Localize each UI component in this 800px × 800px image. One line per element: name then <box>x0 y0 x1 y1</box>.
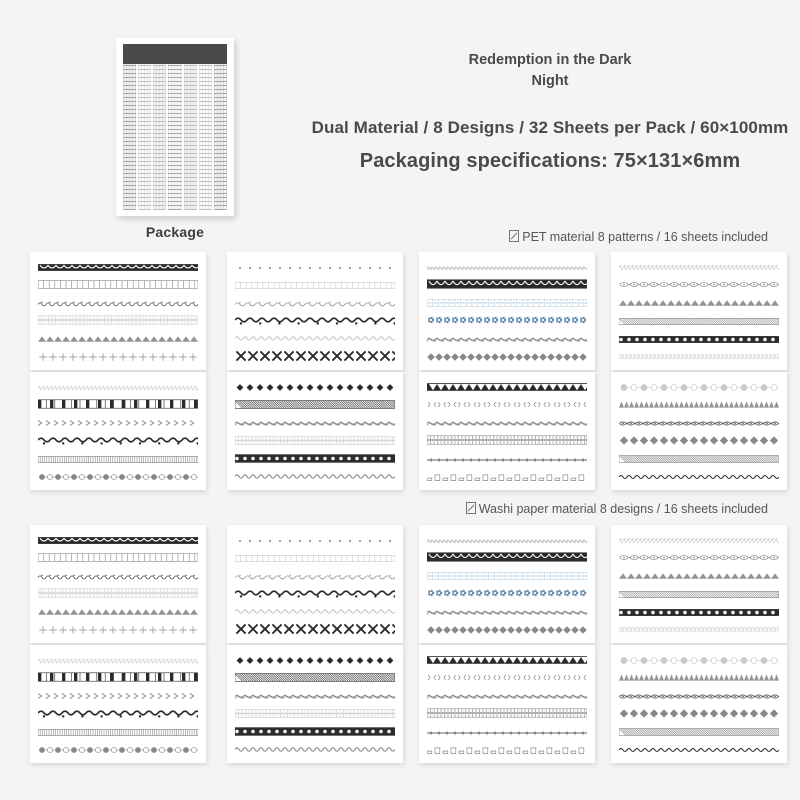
pattern-strip <box>427 295 587 313</box>
pattern-strip <box>427 415 587 433</box>
pattern-strip <box>38 760 198 763</box>
pattern-strip <box>38 640 198 643</box>
design-card[interactable] <box>227 252 403 370</box>
design-card[interactable] <box>227 525 403 643</box>
pattern-strip <box>427 367 587 370</box>
pattern-strip <box>235 742 395 760</box>
pattern-strip <box>619 415 779 433</box>
design-card[interactable] <box>419 372 595 490</box>
pattern-strip <box>235 760 395 763</box>
pattern-strip <box>619 670 779 688</box>
pattern-strip <box>235 367 395 370</box>
pattern-strip <box>235 568 395 586</box>
pattern-strip <box>235 295 395 313</box>
package-tape-strip <box>214 64 227 210</box>
pattern-strip <box>427 349 587 367</box>
pattern-strip <box>427 259 587 277</box>
pattern-strip <box>427 742 587 760</box>
pattern-strip <box>38 349 198 367</box>
pattern-strip <box>235 259 395 277</box>
spec-line-material: Dual Material / 8 Designs / 32 Sheets per Pack / 60×100mm <box>311 118 789 137</box>
pattern-strip <box>427 706 587 724</box>
pattern-strip <box>38 724 198 742</box>
design-card[interactable] <box>611 525 787 643</box>
package-tape-strip <box>138 64 151 210</box>
pattern-strip <box>427 469 587 487</box>
pattern-strip <box>235 277 395 295</box>
pattern-strip <box>38 670 198 688</box>
pattern-strip <box>619 259 779 277</box>
pattern-strip <box>619 586 779 604</box>
package-tape-strip <box>184 64 197 210</box>
pattern-strip <box>235 640 395 643</box>
pattern-strip <box>235 379 395 397</box>
pattern-strip <box>38 688 198 706</box>
pattern-strip <box>38 277 198 295</box>
pattern-strip <box>38 652 198 670</box>
pattern-strip <box>427 331 587 349</box>
design-card[interactable] <box>30 525 206 643</box>
missing-glyph-icon <box>466 502 476 514</box>
pattern-strip <box>427 760 587 763</box>
pattern-strip <box>38 397 198 415</box>
pattern-strip <box>619 568 779 586</box>
package-mockup <box>105 38 245 240</box>
pattern-strip <box>427 622 587 640</box>
pattern-strip <box>38 331 198 349</box>
pattern-strip <box>38 379 198 397</box>
design-grid-row <box>0 645 800 770</box>
package-top-band <box>123 44 227 64</box>
pattern-strip <box>38 568 198 586</box>
pattern-strip <box>427 313 587 331</box>
pattern-strip <box>235 487 395 490</box>
pattern-strip <box>38 550 198 568</box>
pattern-strip <box>38 367 198 370</box>
pattern-strip <box>427 397 587 415</box>
pattern-strip <box>619 349 779 367</box>
design-card[interactable] <box>227 645 403 763</box>
pattern-strip <box>619 622 779 640</box>
pattern-strip <box>235 349 395 367</box>
design-grid-row <box>0 372 800 497</box>
design-card-strips <box>619 532 779 636</box>
design-card[interactable] <box>419 252 595 370</box>
design-card-strips <box>38 532 198 636</box>
pattern-strip <box>619 487 779 490</box>
pattern-strip <box>38 604 198 622</box>
pattern-strip <box>38 415 198 433</box>
section-label-washi <box>466 502 768 516</box>
design-card[interactable] <box>611 252 787 370</box>
pattern-strip <box>619 313 779 331</box>
pattern-strip <box>619 295 779 313</box>
pattern-strip <box>619 724 779 742</box>
design-card-strips <box>619 259 779 363</box>
section-label-pet-text: PET material 8 patterns / 16 sheets included <box>522 230 768 244</box>
pattern-strip <box>235 397 395 415</box>
design-card-strips <box>38 379 198 483</box>
pattern-strip <box>619 550 779 568</box>
pattern-strip <box>427 550 587 568</box>
section-label-pet <box>509 230 768 244</box>
design-card[interactable] <box>419 645 595 763</box>
pattern-strip <box>619 742 779 760</box>
design-card[interactable] <box>419 525 595 643</box>
pattern-strip <box>427 670 587 688</box>
pattern-strip <box>38 469 198 487</box>
pattern-strip <box>427 433 587 451</box>
pattern-strip <box>619 469 779 487</box>
pattern-strip <box>619 433 779 451</box>
pattern-strip <box>619 604 779 622</box>
design-card-strips <box>235 259 395 363</box>
pattern-strip <box>235 469 395 487</box>
package-tape-strip <box>123 64 136 210</box>
pattern-strip <box>38 259 198 277</box>
design-card-strips <box>38 652 198 756</box>
pattern-strip <box>427 652 587 670</box>
design-card-strips <box>427 652 587 756</box>
pattern-strip <box>235 688 395 706</box>
pattern-strip <box>38 706 198 724</box>
pattern-strip <box>427 487 587 490</box>
pattern-strip <box>619 652 779 670</box>
pattern-strip <box>38 313 198 331</box>
design-card-strips <box>427 532 587 636</box>
design-card-strips <box>619 379 779 483</box>
pattern-strip <box>38 451 198 469</box>
pattern-strip <box>427 604 587 622</box>
pattern-strip <box>427 451 587 469</box>
design-card-strips <box>427 259 587 363</box>
design-card-strips <box>619 652 779 756</box>
pattern-strip <box>619 760 779 763</box>
design-grid-row <box>0 252 800 377</box>
pattern-strip <box>619 688 779 706</box>
pattern-strip <box>427 640 587 643</box>
pattern-strip <box>619 451 779 469</box>
package-tape-strip <box>199 64 212 210</box>
product-title-line2: Night <box>531 73 569 89</box>
pattern-strip <box>235 604 395 622</box>
pattern-strip <box>235 532 395 550</box>
pattern-strip <box>427 379 587 397</box>
pattern-strip <box>235 415 395 433</box>
missing-glyph-icon <box>509 230 519 242</box>
pattern-strip <box>427 724 587 742</box>
pattern-strip <box>427 688 587 706</box>
pattern-strip <box>619 706 779 724</box>
pattern-strip <box>427 532 587 550</box>
pattern-strip <box>235 586 395 604</box>
package-tape-strip <box>153 64 166 210</box>
design-card[interactable] <box>227 372 403 490</box>
pattern-strip <box>38 433 198 451</box>
pattern-strip <box>38 742 198 760</box>
pattern-strip <box>235 706 395 724</box>
product-title-line1: Redemption in the Dark <box>468 52 632 68</box>
pattern-strip <box>619 277 779 295</box>
pattern-strip <box>235 622 395 640</box>
pattern-strip <box>235 313 395 331</box>
pattern-strip <box>235 724 395 742</box>
design-card[interactable] <box>611 372 787 490</box>
design-card-strips <box>38 259 198 363</box>
spec-line-packaging: Packaging specifications: 75×131×6mm <box>359 150 741 172</box>
package-tape-strips <box>123 64 227 210</box>
package-tape-strip <box>168 64 181 210</box>
pattern-strip <box>619 331 779 349</box>
pattern-strip <box>38 622 198 640</box>
pattern-strip <box>235 550 395 568</box>
pattern-strip <box>235 451 395 469</box>
design-card-strips <box>235 652 395 756</box>
pattern-strip <box>619 367 779 370</box>
section-label-washi-text: Washi paper material 8 designs / 16 sheets included <box>478 502 768 516</box>
pattern-strip <box>619 379 779 397</box>
package-card <box>116 38 234 216</box>
pattern-strip <box>235 652 395 670</box>
design-card[interactable] <box>30 252 206 370</box>
package-label: Package <box>145 224 205 240</box>
pattern-strip <box>235 670 395 688</box>
pattern-strip <box>619 532 779 550</box>
design-grid-row <box>0 525 800 650</box>
pattern-strip <box>619 640 779 643</box>
design-card[interactable] <box>611 645 787 763</box>
design-card[interactable] <box>30 645 206 763</box>
pattern-strip <box>38 532 198 550</box>
design-card[interactable] <box>30 372 206 490</box>
pattern-strip <box>38 487 198 490</box>
pattern-strip <box>427 586 587 604</box>
pattern-strip <box>38 295 198 313</box>
design-card-strips <box>427 379 587 483</box>
design-card-strips <box>235 379 395 483</box>
pattern-strip <box>235 331 395 349</box>
pattern-strip <box>235 433 395 451</box>
pattern-strip <box>427 568 587 586</box>
pattern-strip <box>38 586 198 604</box>
design-card-strips <box>235 532 395 636</box>
pattern-strip <box>427 277 587 295</box>
pattern-strip <box>619 397 779 415</box>
title-block <box>300 50 800 173</box>
